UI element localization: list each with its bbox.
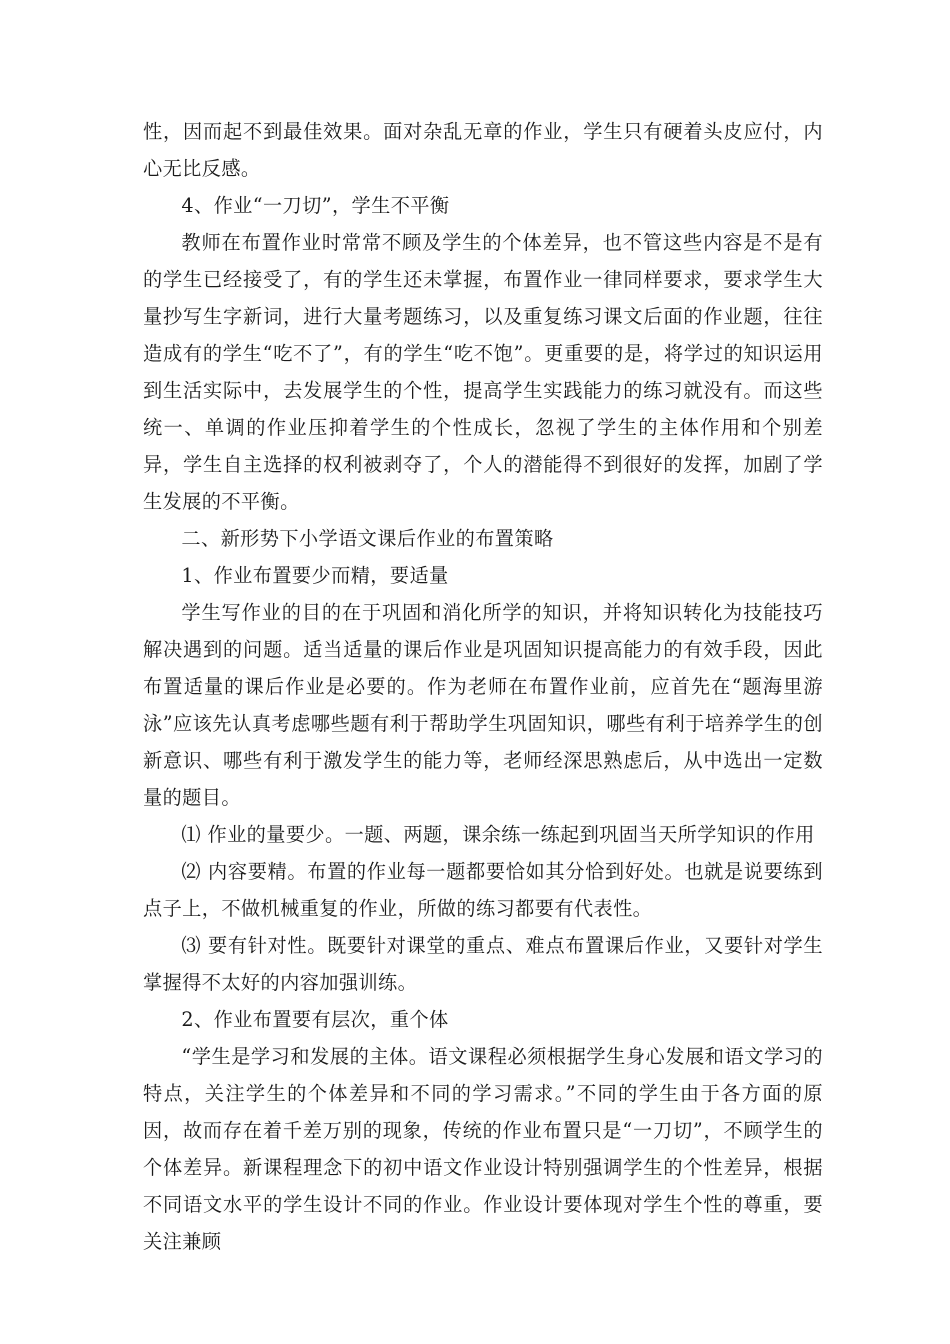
- list-item-2: ⑵ 内容要精。布置的作业每一题都要恰如其分恰到好处。也就是说要练到点子上，不做机械重复的作业，所做的练习都要有代表性。: [143, 860, 823, 920]
- list-item-1: ⑴ 作业的量要少。一题、两题，课余练一练起到巩固当天所学知识的作用: [181, 823, 815, 846]
- subheading-1: 1、作业布置要少而精，要适量: [181, 564, 449, 587]
- paragraph-continuation: 性，因而起不到最佳效果。面对杂乱无章的作业，学生只有硬着头皮应付，内心无比反感。: [143, 120, 823, 180]
- paragraph-body: 学生写作业的目的在于巩固和消化所学的知识，并将知识转化为技能技巧解决遇到的问题。适当适量的课后作业是巩固知识提高能力的有效手段，因此布置适量的课后作业是必要的。作为老师在布置作业前，应首先在“题海里游泳”应该先认真考虑哪些题有利于帮助学生巩固知识，哪些有利于培养学生的创新意识、哪些有利于激发学生的能力等，老师经深思熟虑后，从中选出一定数量的题目。: [143, 601, 823, 809]
- heading-4-one-size-fits-all: 4、作业“一刀切”，学生不平衡: [181, 194, 450, 217]
- list-item-3: ⑶ 要有针对性。既要针对课堂的重点、难点布置课后作业，又要针对学生掌握得不太好的内容加强训练。: [143, 934, 823, 994]
- paragraph-body: “学生是学习和发展的主体。语文课程必须根据学生身心发展和语文学习的特点，关注学生的个体差异和不同的学习需求。”不同的学生由于各方面的原因，故而存在着千差万别的现象，传统的作业布置只是“一刀切”，不顾学生的个体差异。新课程理念下的初中语文作业设计特别强调学生的个性差异，根据不同语文水平的学生设计不同的作业。作业设计要体现对学生个性的尊重，要关注兼顾: [143, 1045, 823, 1253]
- paragraph-body: 教师在布置作业时常常不顾及学生的个体差异，也不管这些内容是不是有的学生已经接受了，有的学生还未掌握，布置作业一律同样要求，要求学生大量抄写生字新词，进行大量考题练习，以及重复练习课文后面的作业题，往往造成有的学生“吃不了”，有的学生“吃不饱”。更重要的是，将学过的知识运用到生活实际中，去发展学生的个性，提高学生实践能力的练习就没有。而这些统一、单调的作业压抑着学生的个性成长，忽视了学生的主体作用和个别差异，学生自主选择的权利被剥夺了，个人的潜能得不到很好的发挥，加剧了学生发展的不平衡。: [143, 231, 823, 513]
- section-heading-2: 二、新形势下小学语文课后作业的布置策略: [181, 527, 554, 550]
- subheading-2: 2、作业布置要有层次，重个体: [181, 1008, 449, 1031]
- document-page: [143, 113, 823, 1260]
